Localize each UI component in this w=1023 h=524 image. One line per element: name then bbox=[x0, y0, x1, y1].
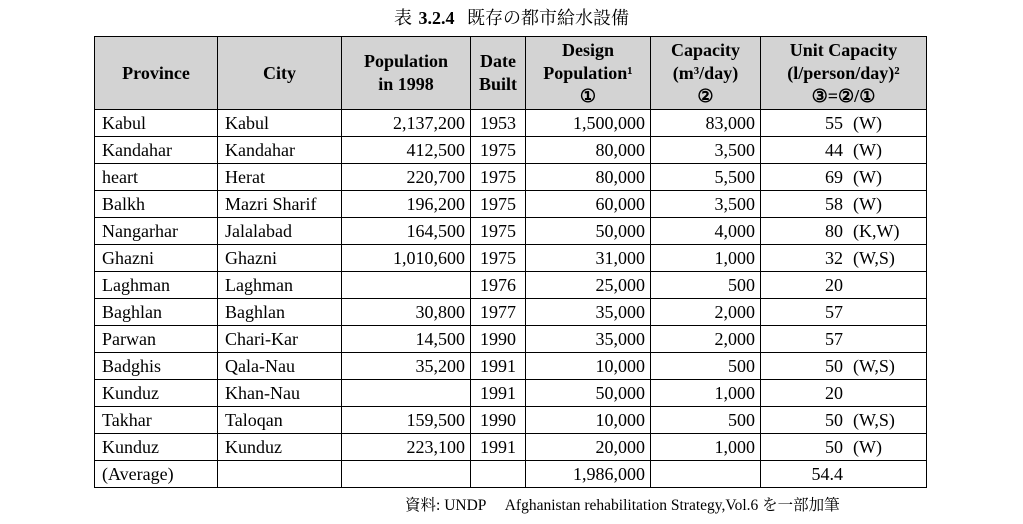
unit-capacity-value: 54.4 bbox=[811, 464, 843, 484]
cell-capacity: 1,000 bbox=[651, 245, 761, 272]
header-line: Unit Capacity bbox=[789, 39, 898, 60]
cell-capacity: 500 bbox=[651, 272, 761, 299]
header-line: ② bbox=[697, 85, 714, 106]
unit-capacity-value: 57 bbox=[825, 329, 843, 349]
header-line: City bbox=[263, 62, 296, 83]
cell-population: 196,200 bbox=[342, 191, 471, 218]
table-row bbox=[95, 191, 927, 218]
cell-population bbox=[342, 380, 471, 407]
cell-design-population: 80,000 bbox=[526, 137, 651, 164]
unit-capacity-note: (W) bbox=[853, 194, 882, 214]
table-row bbox=[95, 353, 927, 380]
table-row bbox=[95, 407, 927, 434]
cell-unit-capacity bbox=[761, 245, 927, 272]
cell-population: 1,010,600 bbox=[342, 245, 471, 272]
cell-date-built: 1991 bbox=[471, 434, 526, 461]
cell-design-population: 50,000 bbox=[526, 380, 651, 407]
cell-design-population: 31,000 bbox=[526, 245, 651, 272]
cell-population bbox=[342, 461, 471, 488]
header-line: Population¹ bbox=[543, 62, 633, 83]
cell-unit-capacity bbox=[761, 326, 927, 353]
cell-date-built: 1975 bbox=[471, 218, 526, 245]
cell-city: Kunduz bbox=[218, 434, 342, 461]
cell-city: Chari-Kar bbox=[218, 326, 342, 353]
header-unit-capacity bbox=[761, 37, 927, 110]
source-label: 資料: bbox=[405, 497, 441, 514]
table-row bbox=[95, 326, 927, 353]
cell-city: Jalalabad bbox=[218, 218, 342, 245]
cell-province: Baghlan bbox=[95, 299, 218, 326]
cell-capacity: 2,000 bbox=[651, 299, 761, 326]
cell-city: Taloqan bbox=[218, 407, 342, 434]
table-row bbox=[95, 218, 927, 245]
unit-capacity-value: 80 bbox=[825, 221, 843, 241]
cell-capacity: 1,000 bbox=[651, 380, 761, 407]
cell-population: 412,500 bbox=[342, 137, 471, 164]
cell-design-population: 35,000 bbox=[526, 299, 651, 326]
table-row bbox=[95, 272, 927, 299]
table-row bbox=[95, 110, 927, 137]
cell-city: Laghman bbox=[218, 272, 342, 299]
cell-design-population: 1,500,000 bbox=[526, 110, 651, 137]
header-date-built bbox=[471, 37, 526, 110]
caption-title: 既存の都市給水設備 bbox=[467, 8, 629, 28]
cell-province: Laghman bbox=[95, 272, 218, 299]
cell-city: Qala-Nau bbox=[218, 353, 342, 380]
cell-capacity: 5,500 bbox=[651, 164, 761, 191]
table-row bbox=[95, 245, 927, 272]
header-line: ③=②/① bbox=[811, 85, 876, 106]
unit-capacity-value: 50 bbox=[825, 356, 843, 376]
unit-capacity-value: 20 bbox=[825, 383, 843, 403]
unit-capacity-note: (W,S) bbox=[853, 410, 895, 430]
cell-capacity: 2,000 bbox=[651, 326, 761, 353]
cell-province: heart bbox=[95, 164, 218, 191]
cell-population: 164,500 bbox=[342, 218, 471, 245]
cell-design-population: 20,000 bbox=[526, 434, 651, 461]
cell-design-population: 60,000 bbox=[526, 191, 651, 218]
unit-capacity-value: 20 bbox=[825, 275, 843, 295]
cell-population: 223,100 bbox=[342, 434, 471, 461]
cell-province: Parwan bbox=[95, 326, 218, 353]
cell-unit-capacity bbox=[761, 380, 927, 407]
header-line: Province bbox=[122, 62, 190, 83]
header-line: Population bbox=[363, 51, 449, 71]
header-line: (l/person/day)² bbox=[787, 62, 900, 83]
cell-design-population: 35,000 bbox=[526, 326, 651, 353]
cell-capacity: 3,500 bbox=[651, 191, 761, 218]
cell-city: Mazri Sharif bbox=[218, 191, 342, 218]
cell-unit-capacity bbox=[761, 407, 927, 434]
cell-date-built: 1953 bbox=[471, 110, 526, 137]
unit-capacity-note: (W) bbox=[853, 167, 882, 187]
cell-capacity: 500 bbox=[651, 407, 761, 434]
cell-date-built: 1991 bbox=[471, 380, 526, 407]
cell-date-built: 1975 bbox=[471, 137, 526, 164]
cell-date-built: 1990 bbox=[471, 407, 526, 434]
cell-date-built: 1975 bbox=[471, 164, 526, 191]
cell-unit-capacity bbox=[761, 137, 927, 164]
header-line: Date bbox=[480, 51, 516, 71]
water-supply-table bbox=[94, 36, 927, 488]
cell-population: 30,800 bbox=[342, 299, 471, 326]
unit-capacity-value: 69 bbox=[825, 167, 843, 187]
cell-city: Baghlan bbox=[218, 299, 342, 326]
cell-capacity: 4,000 bbox=[651, 218, 761, 245]
cell-province: Balkh bbox=[95, 191, 218, 218]
cell-population: 14,500 bbox=[342, 326, 471, 353]
unit-capacity-note: (W) bbox=[853, 437, 882, 457]
cell-unit-capacity bbox=[761, 272, 927, 299]
header-line: Design bbox=[561, 39, 614, 60]
cell-population: 35,200 bbox=[342, 353, 471, 380]
cell-capacity bbox=[651, 461, 761, 488]
table-row bbox=[95, 461, 927, 488]
cell-date-built: 1977 bbox=[471, 299, 526, 326]
cell-date-built: 1991 bbox=[471, 353, 526, 380]
cell-unit-capacity bbox=[761, 353, 927, 380]
cell-design-population: 1,986,000 bbox=[526, 461, 651, 488]
unit-capacity-value: 50 bbox=[825, 437, 843, 457]
cell-capacity: 83,000 bbox=[651, 110, 761, 137]
cell-city bbox=[218, 461, 342, 488]
unit-capacity-value: 50 bbox=[825, 410, 843, 430]
cell-province: Kunduz bbox=[95, 434, 218, 461]
cell-design-population: 80,000 bbox=[526, 164, 651, 191]
header-design-population bbox=[526, 37, 651, 110]
cell-city: Khan-Nau bbox=[218, 380, 342, 407]
table-row bbox=[95, 380, 927, 407]
unit-capacity-value: 32 bbox=[825, 248, 843, 268]
source-text: Afghanistan rehabilitation Strategy,Vol.6 を一部加筆 bbox=[504, 497, 840, 514]
cell-province: (Average) bbox=[95, 461, 218, 488]
header-capacity bbox=[651, 37, 761, 110]
header-line: (m³/day) bbox=[672, 62, 739, 83]
cell-date-built: 1976 bbox=[471, 272, 526, 299]
header-row bbox=[95, 37, 927, 110]
cell-date-built: 1990 bbox=[471, 326, 526, 353]
cell-design-population: 10,000 bbox=[526, 407, 651, 434]
unit-capacity-value: 44 bbox=[825, 140, 843, 160]
table-row bbox=[95, 299, 927, 326]
cell-unit-capacity bbox=[761, 110, 927, 137]
cell-unit-capacity bbox=[761, 218, 927, 245]
unit-capacity-value: 58 bbox=[825, 194, 843, 214]
cell-unit-capacity bbox=[761, 191, 927, 218]
cell-design-population: 10,000 bbox=[526, 353, 651, 380]
cell-date-built: 1975 bbox=[471, 191, 526, 218]
table-row bbox=[95, 137, 927, 164]
cell-population: 159,500 bbox=[342, 407, 471, 434]
table-row bbox=[95, 164, 927, 191]
cell-province: Badghis bbox=[95, 353, 218, 380]
cell-city: Ghazni bbox=[218, 245, 342, 272]
header-population bbox=[342, 37, 471, 110]
unit-capacity-note: (W) bbox=[853, 113, 882, 133]
cell-province: Ghazni bbox=[95, 245, 218, 272]
cell-province: Kabul bbox=[95, 110, 218, 137]
unit-capacity-note: (W,S) bbox=[853, 356, 895, 376]
cell-design-population: 50,000 bbox=[526, 218, 651, 245]
cell-city: Herat bbox=[218, 164, 342, 191]
cell-date-built bbox=[471, 461, 526, 488]
header-province bbox=[95, 37, 218, 110]
cell-province: Kunduz bbox=[95, 380, 218, 407]
header-line: ① bbox=[579, 85, 597, 106]
table-caption bbox=[0, 4, 1023, 30]
cell-city: Kabul bbox=[218, 110, 342, 137]
table-body bbox=[95, 110, 927, 488]
cell-province: Nangarhar bbox=[95, 218, 218, 245]
cell-capacity: 1,000 bbox=[651, 434, 761, 461]
header-line: Capacity bbox=[671, 39, 740, 60]
cell-capacity: 3,500 bbox=[651, 137, 761, 164]
cell-capacity: 500 bbox=[651, 353, 761, 380]
cell-population: 2,137,200 bbox=[342, 110, 471, 137]
cell-population bbox=[342, 272, 471, 299]
cell-unit-capacity bbox=[761, 434, 927, 461]
unit-capacity-note: (K,W) bbox=[853, 221, 900, 241]
caption-prefix: 表 bbox=[394, 8, 412, 28]
unit-capacity-note: (W,S) bbox=[853, 248, 895, 268]
cell-design-population: 25,000 bbox=[526, 272, 651, 299]
cell-unit-capacity bbox=[761, 461, 927, 488]
unit-capacity-note: (W) bbox=[853, 140, 882, 160]
unit-capacity-value: 57 bbox=[825, 302, 843, 322]
header-line: in 1998 bbox=[378, 74, 434, 94]
header-city bbox=[218, 37, 342, 110]
cell-city: Kandahar bbox=[218, 137, 342, 164]
source-org: UNDP bbox=[444, 497, 486, 514]
caption-number: 3.2.4 bbox=[418, 8, 455, 28]
cell-unit-capacity bbox=[761, 299, 927, 326]
table-row bbox=[95, 434, 927, 461]
cell-province: Takhar bbox=[95, 407, 218, 434]
cell-population: 220,700 bbox=[342, 164, 471, 191]
cell-province: Kandahar bbox=[95, 137, 218, 164]
source-note bbox=[405, 493, 840, 515]
cell-date-built: 1975 bbox=[471, 245, 526, 272]
cell-unit-capacity bbox=[761, 164, 927, 191]
header-line: Built bbox=[478, 74, 517, 94]
unit-capacity-value: 55 bbox=[825, 113, 843, 133]
